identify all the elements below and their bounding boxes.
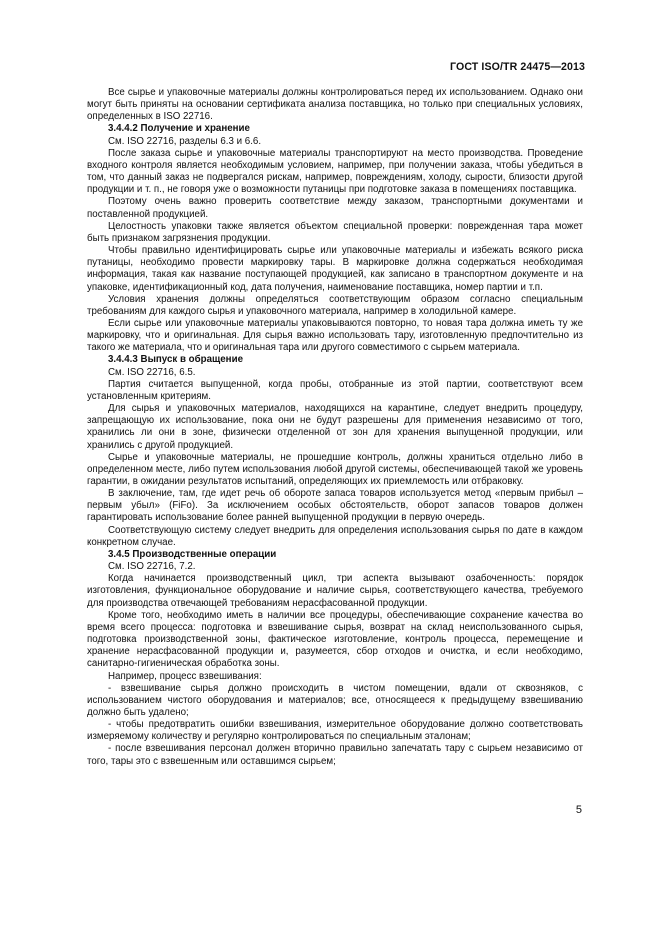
paragraph: Чтобы правильно идентифицировать сырье или упаковочные материалы и избежать всякого риска путаницы, необходимо провести маркировку тары. В маркировке должна содержаться необходимая информация, такая как название поступающей продукцией, как записано в транспортном документе и на упаковке, идентификационный код, дата получения, наименование поставщика, номер партии и т.п. [87, 245, 583, 293]
paragraph: Целостность упаковки также является объектом специальной проверки: поврежденная тара может быть признаком загрязнения продукции. [87, 220, 583, 244]
paragraph: Когда начинается производственный цикл, три аспекта вызывают озабоченность: порядок изготовления, функциональное оборудование и наличие сырья, соответствующего качества, требуемого для производства отвечающей требованиям нерасфасованной продукции. [87, 573, 583, 609]
paragraph: Сырье и упаковочные материалы, не прошедшие контроль, должны храниться отдельно либо в определенном месте, либо путем использования любой другой системы, обеспечивающей такой же уровень гарантии, в ожидании результатов испытаний, определяющих их приемлемость или отбраковку. [87, 451, 583, 487]
page-body [87, 87, 583, 768]
paragraph: Партия считается выпущенной, когда пробы, отобранные из этой партии, соответствуют всем установленным критериям. [87, 378, 583, 402]
list-item: - взвешивание сырья должно происходить в чистом помещении, вдали от сквозняков, с использованием чистого оборудования и материалов; все, относящееся к предыдущему взвешиванию должно быть удалено; [87, 682, 583, 718]
paragraph: Если сырье или упаковочные материалы упаковываются повторно, то новая тара должна иметь ту же маркировку, что и оригинальная. Для сырья важно использовать тару, изготовленную предпочтительно из такого же материала, что и оригинальная тара или другого совместимого с сырьем материала. [87, 317, 583, 354]
section-heading: 3.4.4.3 Выпуск в обращение [108, 354, 243, 366]
paragraph: Условия хранения должны определяться соответствующим образом согласно специальным требованиям для каждого сырья и упаковочного материала, например в холодильной камере. [87, 293, 583, 317]
list-item: - после взвешивания персонал должен вторично правильно запечатать тару с сырьем независимо от того, тары это с взвешенным или оставшимся сырьем; [87, 743, 583, 767]
paragraph: Например, процесс взвешивания: [108, 670, 262, 682]
paragraph: Соответствующую систему следует внедрить для определения использования сырья по дате в каждом конкретном случае. [87, 524, 583, 548]
section-heading: 3.4.4.2 Получение и хранение [108, 123, 250, 135]
document-id-header: ГОСТ ISO/TR 24475—2013 [450, 61, 585, 73]
paragraph: Все сырье и упаковочные материалы должны контролироваться перед их использованием. Однако они могут быть приняты на основании сертификата анализа поставщика, но только при специальных условиях, определенных в ISO 22716. [87, 87, 583, 123]
paragraph: См. ISO 22716, разделы 6.3 и 6.6. [108, 135, 262, 147]
page-number: 5 [575, 804, 582, 816]
section-heading: 3.4.5 Производственные операции [108, 548, 277, 560]
paragraph: См. ISO 22716, 7.2. [108, 561, 196, 573]
paragraph: Для сырья и упаковочных материалов, находящихся на карантине, следует внедрить процедуру, запрещающую их использование, пока они не будут разрешены для применения независимо от того, хранились ли они в зоне, физически отделенной от зон для хранения выпущенной продукции, или хранились с другой продукцией. [87, 403, 583, 451]
paragraph: Кроме того, необходимо иметь в наличии все процедуры, обеспечивающие сохранение качества во время всего процесса: подготовка и взвешивание сырья, возврат на склад неиспользованного сырья, подготовка производственной зоны, фактическое изготовление, контроль процесса, перемещение и хранение нерасфасованной продукции и, разумеется, сбор отходов и очистка, и если необходимо, санитарно-гигиеническая обработка зоны. [87, 609, 583, 670]
paragraph: См. ISO 22716, 6.5. [108, 366, 196, 378]
paragraph: В заключение, там, где идет речь об обороте запаса товаров используется метод «первым прибыл – первым убыл» (FiFo). За исключением особых обстоятельств, оборот запасов товаров должен гарантировать использование более ранней выпущенной продукции в первую очередь. [87, 488, 583, 524]
paragraph: После заказа сырье и упаковочные материалы транспортируют на место производства. Проведение входного контроля является необходимым условием, например, при получении заказа, чтобы убедиться в том, что данный заказ не подвергался рискам, например, повреждениям, холоду, сырости, близости другой продукции и т. п., не говоря уже о возможности путаницы при подготовке заказа в помещениях поставщика. [87, 147, 583, 196]
list-item: - чтобы предотвратить ошибки взвешивания, измерительное оборудование должно соответствовать измеряемому количеству и регулярно контролироваться по специальным эталонам; [87, 719, 583, 743]
paragraph: Поэтому очень важно проверить соответствие между заказом, транспортными документами и поставленной продукцией. [87, 196, 583, 220]
